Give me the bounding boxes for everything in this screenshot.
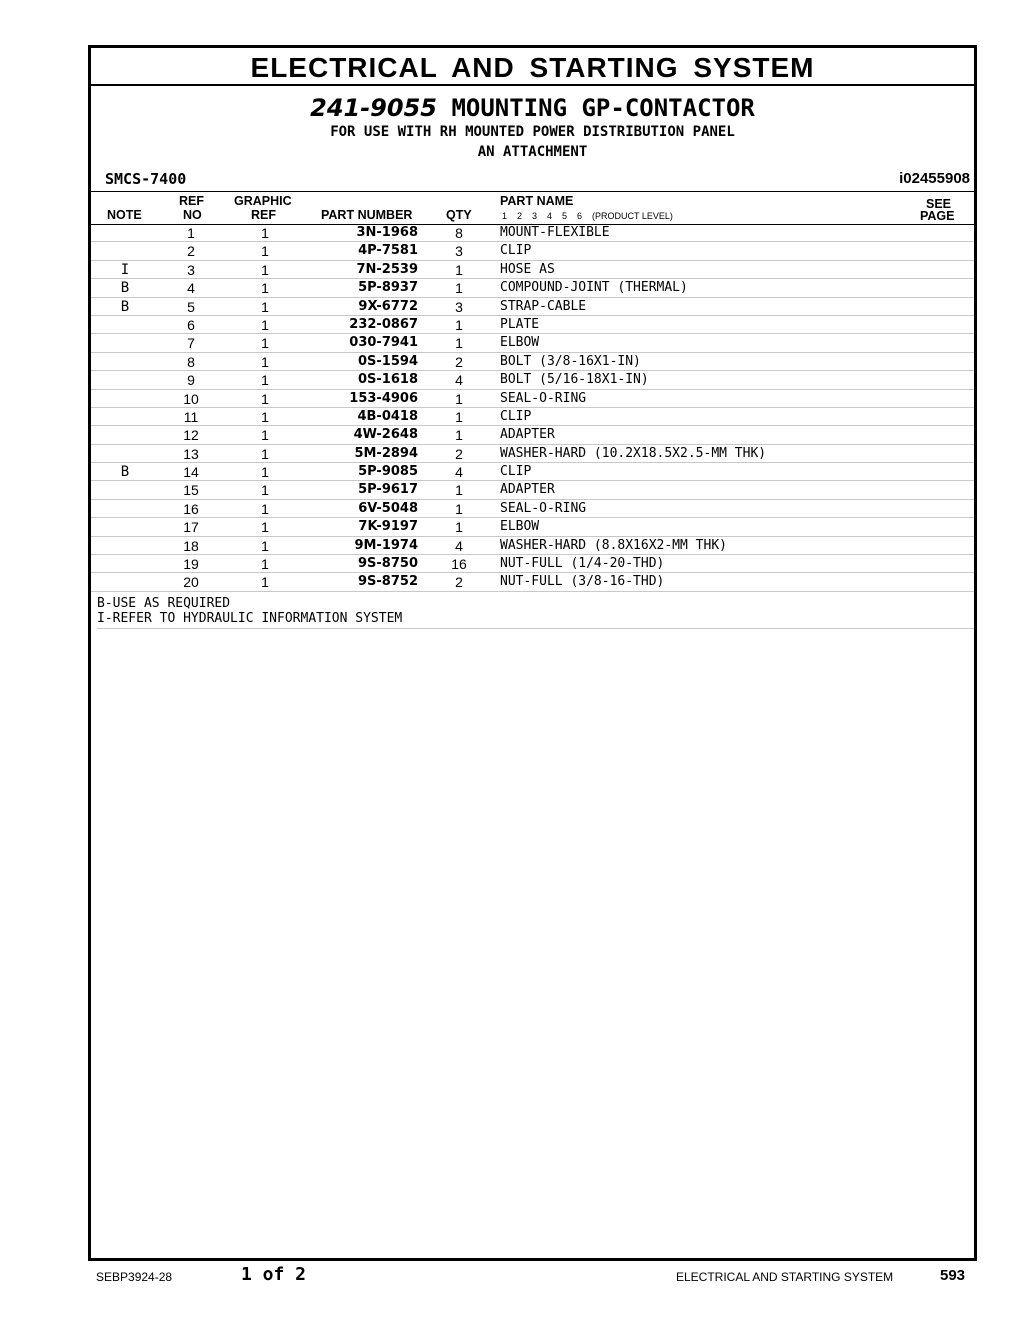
cell-part-name: NUT-FULL (1/4-20-THD) <box>500 556 665 572</box>
table-row <box>91 518 974 536</box>
table-row <box>91 408 974 426</box>
cell-graphic-ref: 1 <box>261 390 269 407</box>
cell-qty: 1 <box>455 335 463 352</box>
col-see-top: SEE <box>926 197 952 211</box>
footer-page-of: 1 of 2 <box>241 1264 307 1285</box>
cell-graphic-ref: 1 <box>261 280 269 297</box>
group-part-number: 241-9055 <box>310 94 437 122</box>
cell-qty: 2 <box>455 574 463 591</box>
col-part-name: PART NAME <box>500 194 574 208</box>
table-row <box>91 555 974 573</box>
table-row <box>91 500 974 518</box>
cell-graphic-ref: 1 <box>261 225 269 241</box>
cell-graphic-ref: 1 <box>261 445 269 462</box>
cell-graphic-ref: 1 <box>261 464 269 481</box>
cell-part-number: 4B-0418 <box>357 408 418 424</box>
cell-part-number: 6V-5048 <box>358 500 418 516</box>
cell-part-name: WASHER-HARD (10.2X18.5X2.5-MM THK) <box>500 445 767 461</box>
note-line: B-USE AS REQUIRED <box>97 596 231 611</box>
cell-qty: 1 <box>455 261 463 278</box>
cell-part-name: CLIP <box>500 243 532 259</box>
cell-ref-no: 18 <box>183 537 199 554</box>
smcs-code: SMCS-7400 <box>105 170 187 188</box>
cell-ref-no: 15 <box>183 482 199 499</box>
cell-ref-no: 8 <box>187 353 195 370</box>
cell-qty: 2 <box>455 353 463 370</box>
cell-ref-no: 19 <box>183 556 199 573</box>
table-header <box>91 191 974 225</box>
cell-note: B <box>120 298 130 315</box>
usage-line-1: FOR USE WITH RH MOUNTED POWER DISTRIBUTION PANEL <box>330 124 735 140</box>
cell-part-number: 7K-9197 <box>358 519 418 535</box>
cell-ref-no: 13 <box>183 445 199 462</box>
col-note: NOTE <box>107 208 142 222</box>
col-qty: QTY <box>446 208 472 222</box>
cell-graphic-ref: 1 <box>261 556 269 573</box>
cell-part-number: 5P-8937 <box>358 280 418 296</box>
cell-part-name: CLIP <box>500 408 532 424</box>
usage-line-2: AN ATTACHMENT <box>477 144 588 160</box>
cell-part-number: 232-0867 <box>349 316 418 332</box>
footer-doc-id: SEBP3924-28 <box>96 1270 173 1284</box>
cell-ref-no: 11 <box>183 408 199 425</box>
cell-part-number: 5P-9085 <box>358 464 418 480</box>
cell-part-name: PLATE <box>500 316 540 332</box>
cell-part-number: 9S-8752 <box>358 574 418 590</box>
cell-part-number: 3N-1968 <box>356 225 418 240</box>
col-product-levels: 1 2 3 4 5 6 (PRODUCT LEVEL) <box>502 211 673 221</box>
cell-qty: 4 <box>455 537 463 554</box>
cell-qty: 1 <box>455 519 463 536</box>
table-row <box>91 463 974 481</box>
table-row <box>91 242 974 260</box>
cell-part-name: CLIP <box>500 464 532 480</box>
cell-ref-no: 12 <box>183 427 199 444</box>
cell-part-name: BOLT (3/8-16X1-IN) <box>500 353 641 369</box>
cell-part-number: 153-4906 <box>349 390 418 406</box>
col-part-number: PART NUMBER <box>321 208 413 222</box>
group-heading <box>91 94 974 122</box>
footer-section: ELECTRICAL AND STARTING SYSTEM <box>676 1270 894 1284</box>
cell-ref-no: 14 <box>183 464 199 481</box>
cell-part-name: BOLT (5/16-18X1-IN) <box>500 372 649 388</box>
cell-part-number: 7N-2539 <box>356 261 418 277</box>
cell-ref-no: 4 <box>187 280 195 297</box>
cell-part-number: 9X-6772 <box>358 298 418 314</box>
table-row <box>91 279 974 297</box>
cell-note: B <box>120 464 130 481</box>
cell-part-name: COMPOUND-JOINT (THERMAL) <box>500 280 688 296</box>
cell-graphic-ref: 1 <box>261 261 269 278</box>
cell-part-name: SEAL-O-RING <box>500 500 587 516</box>
cell-ref-no: 10 <box>183 390 199 407</box>
cell-part-name: STRAP-CABLE <box>500 298 587 314</box>
cell-graphic-ref: 1 <box>261 500 269 517</box>
cell-ref-no: 1 <box>187 225 195 241</box>
col-ref-top: REF <box>179 194 204 208</box>
cell-graphic-ref: 1 <box>261 298 269 315</box>
section-title: ELECTRICAL AND STARTING SYSTEM <box>91 48 974 86</box>
cell-part-number: 5P-9617 <box>358 482 418 498</box>
cell-ref-no: 5 <box>187 298 195 315</box>
cell-ref-no: 17 <box>183 519 199 536</box>
cell-part-name: ADAPTER <box>500 482 555 498</box>
cell-qty: 16 <box>451 556 467 573</box>
cell-qty: 3 <box>455 243 463 260</box>
table-row <box>91 224 974 242</box>
cell-graphic-ref: 1 <box>261 427 269 444</box>
col-see-bottom: PAGE <box>920 209 955 223</box>
illustration-id: i02455908 <box>899 170 970 187</box>
note-line: I-REFER TO HYDRAULIC INFORMATION SYSTEM <box>97 611 403 626</box>
cell-ref-no: 20 <box>183 574 199 591</box>
cell-graphic-ref: 1 <box>261 482 269 499</box>
cell-qty: 1 <box>455 280 463 297</box>
cell-qty: 1 <box>455 390 463 407</box>
cell-graphic-ref: 1 <box>261 519 269 536</box>
table-row <box>91 334 974 352</box>
cell-graphic-ref: 1 <box>261 243 269 260</box>
cell-part-number: 0S-1618 <box>358 372 418 388</box>
cell-note: I <box>120 261 130 278</box>
cell-part-name: ADAPTER <box>500 427 555 443</box>
table-row <box>91 261 974 279</box>
cell-part-name: ELBOW <box>500 335 540 351</box>
table-row <box>91 481 974 499</box>
table-row <box>91 298 974 316</box>
table-row <box>91 537 974 555</box>
cell-ref-no: 2 <box>187 243 195 260</box>
cell-graphic-ref: 1 <box>261 408 269 425</box>
table-row <box>91 353 974 371</box>
cell-part-name: ELBOW <box>500 519 540 535</box>
cell-part-name: NUT-FULL (3/8-16-THD) <box>500 574 665 590</box>
cell-graphic-ref: 1 <box>261 353 269 370</box>
col-ref-bottom: NO <box>183 208 202 222</box>
footer-page-number: 593 <box>940 1267 966 1284</box>
table-row <box>91 390 974 408</box>
cell-graphic-ref: 1 <box>261 537 269 554</box>
cell-qty: 1 <box>455 500 463 517</box>
group-name: MOUNTING GP-CONTACTOR <box>451 94 755 122</box>
cell-ref-no: 9 <box>187 372 195 389</box>
cell-graphic-ref: 1 <box>261 372 269 389</box>
cell-qty: 4 <box>455 372 463 389</box>
cell-ref-no: 3 <box>187 261 195 278</box>
cell-part-number: 9M-1974 <box>354 537 418 553</box>
cell-part-number: 9S-8750 <box>358 556 418 572</box>
table-row <box>91 445 974 463</box>
cell-part-number: 4W-2648 <box>353 427 418 443</box>
col-graphic-top: GRAPHIC <box>234 194 292 208</box>
cell-qty: 8 <box>455 225 463 241</box>
cell-part-number: 030-7941 <box>349 335 418 351</box>
cell-qty: 1 <box>455 316 463 333</box>
cell-part-number: 4P-7581 <box>358 243 418 259</box>
cell-qty: 2 <box>455 445 463 462</box>
col-graphic-bottom: REF <box>251 208 276 222</box>
table-row <box>91 371 974 389</box>
cell-graphic-ref: 1 <box>261 335 269 352</box>
cell-note: B <box>120 280 130 297</box>
cell-ref-no: 16 <box>183 500 199 517</box>
cell-qty: 1 <box>455 427 463 444</box>
cell-part-name: SEAL-O-RING <box>500 390 587 406</box>
cell-part-number: 5M-2894 <box>354 445 418 461</box>
cell-qty: 1 <box>455 408 463 425</box>
table-row <box>91 316 974 334</box>
cell-part-name: HOSE AS <box>500 261 555 277</box>
cell-part-name: WASHER-HARD (8.8X16X2-MM THK) <box>500 537 727 553</box>
cell-qty: 4 <box>455 464 463 481</box>
cell-part-name: MOUNT-FLEXIBLE <box>500 225 610 240</box>
notes-block <box>97 596 974 629</box>
table-row <box>91 573 974 591</box>
cell-ref-no: 6 <box>187 316 195 333</box>
cell-ref-no: 7 <box>187 335 195 352</box>
table-row <box>91 426 974 444</box>
cell-part-number: 0S-1594 <box>358 353 418 369</box>
cell-qty: 1 <box>455 482 463 499</box>
cell-graphic-ref: 1 <box>261 316 269 333</box>
parts-table-body <box>91 224 974 592</box>
page-frame <box>88 45 977 1261</box>
cell-qty: 3 <box>455 298 463 315</box>
cell-graphic-ref: 1 <box>261 574 269 591</box>
